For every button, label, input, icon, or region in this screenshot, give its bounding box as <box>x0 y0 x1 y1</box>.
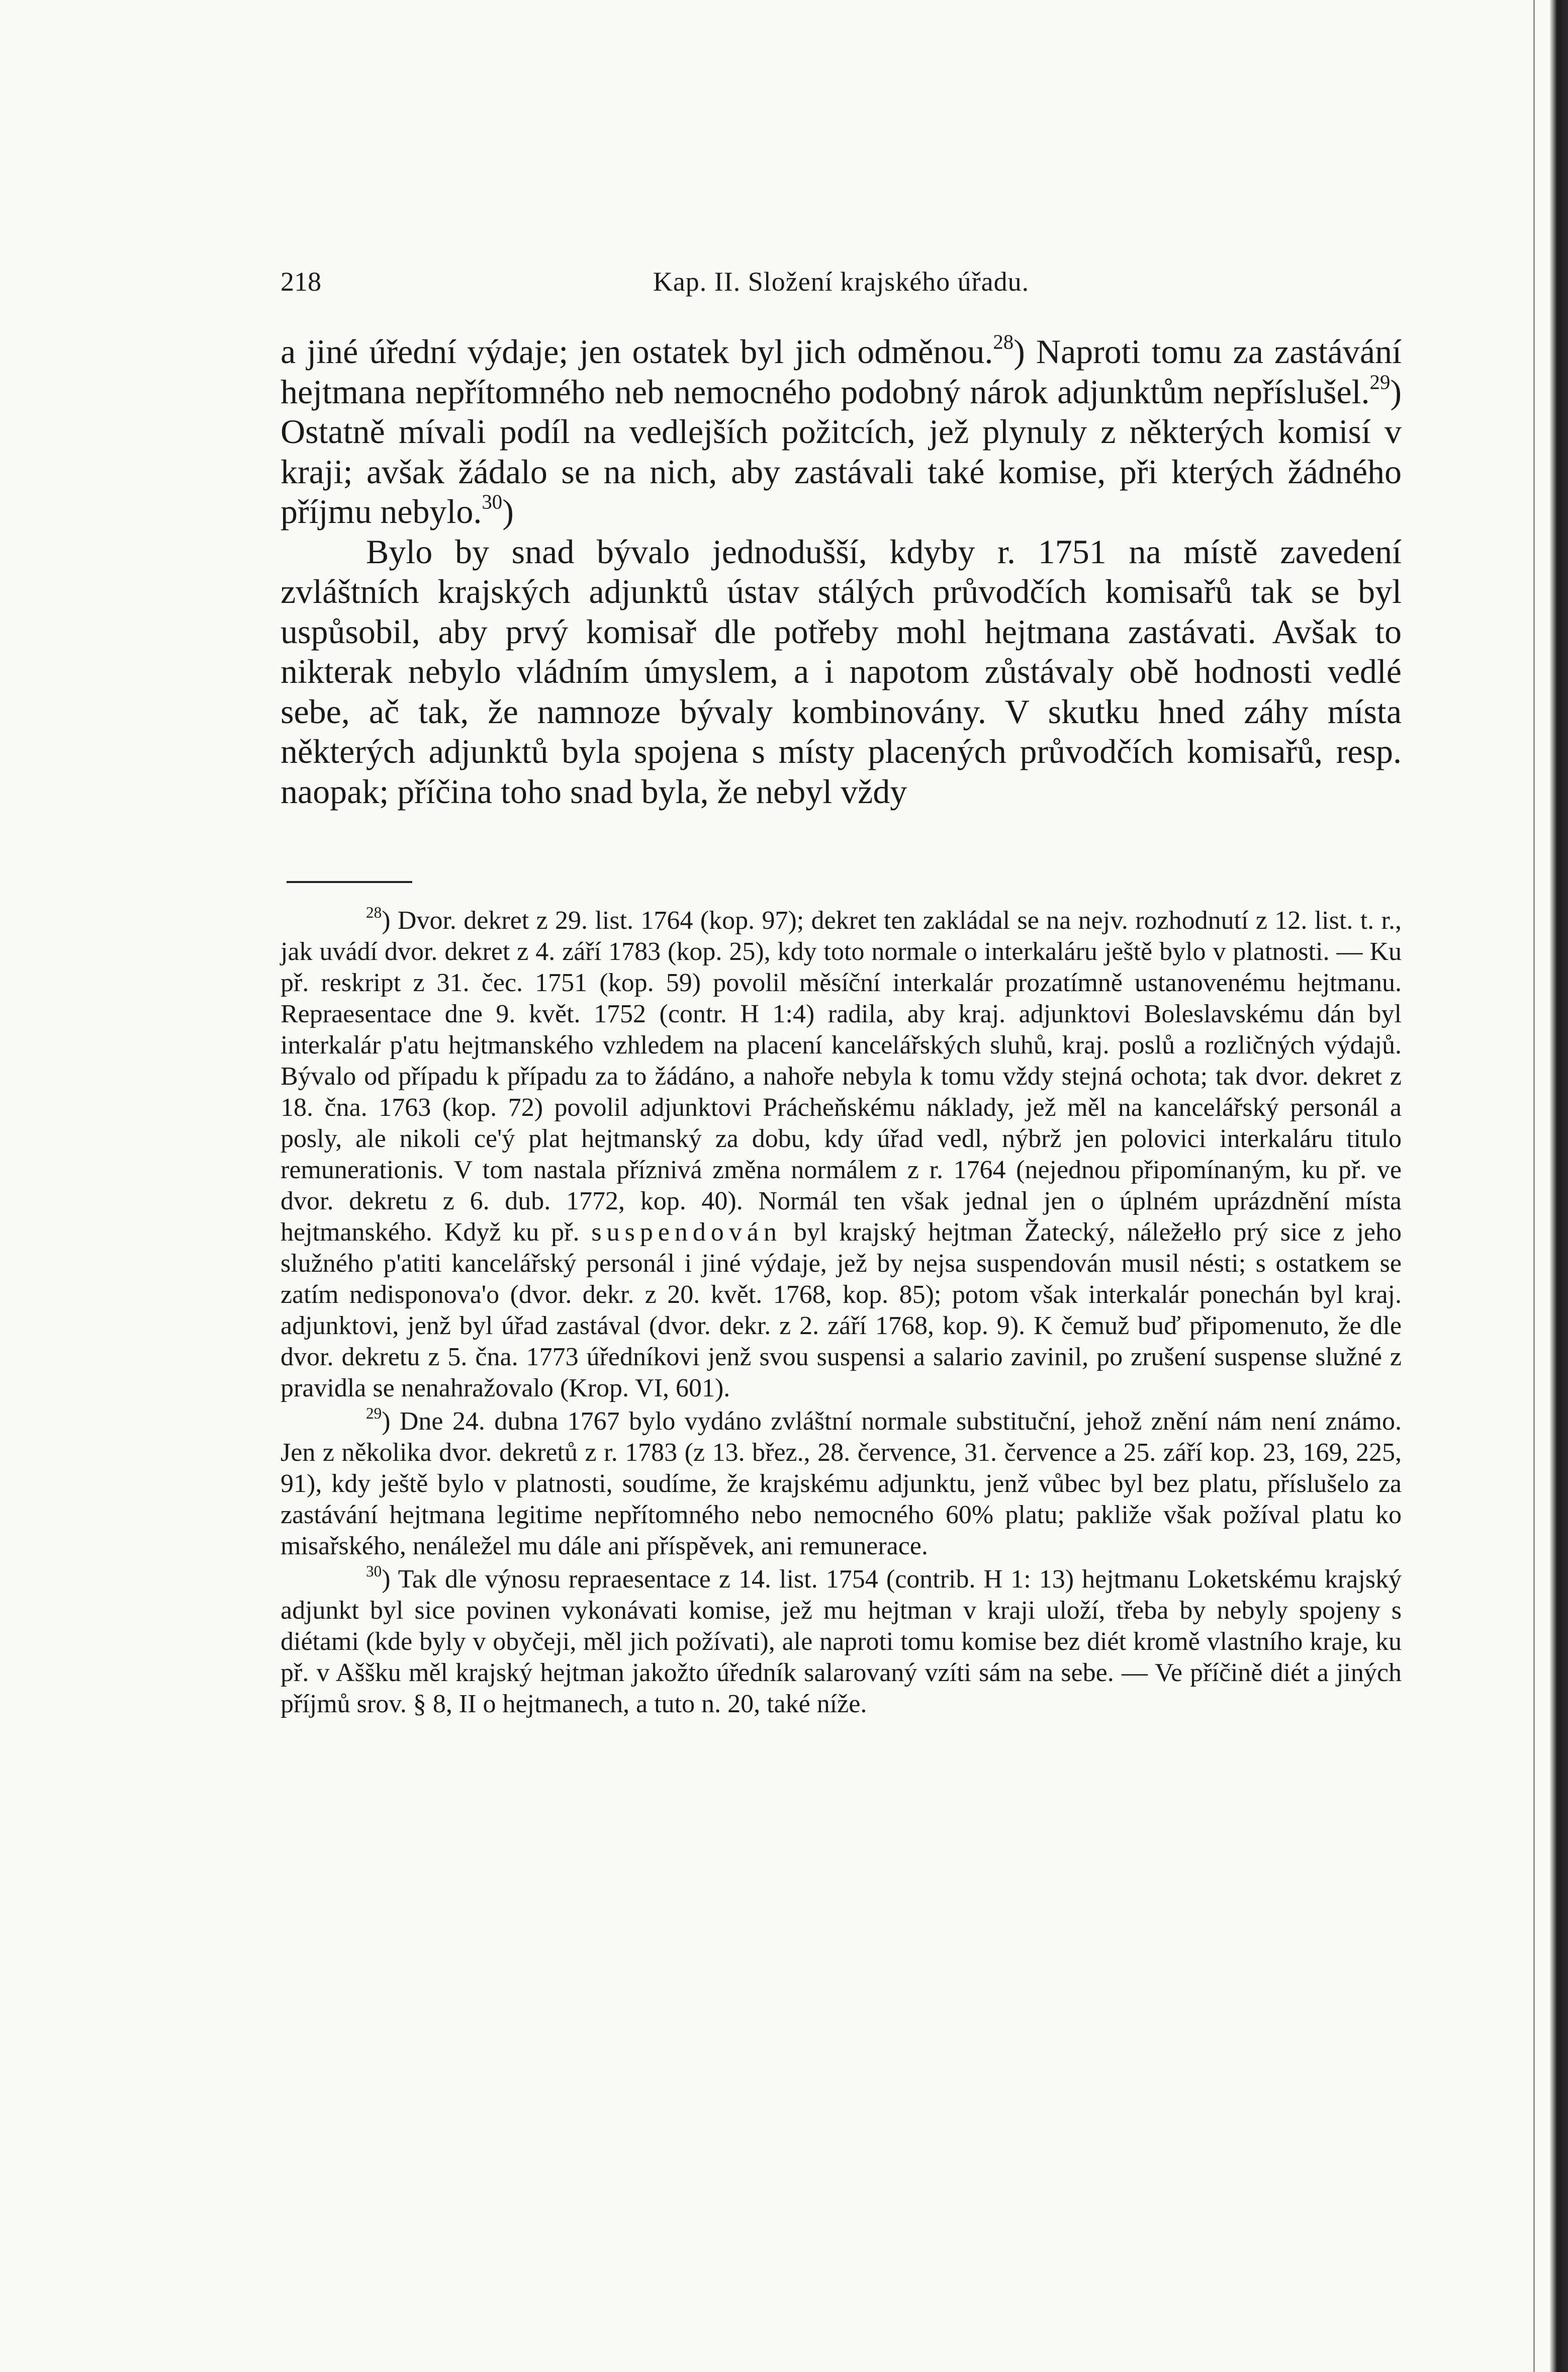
footnote-emphasis: suspendován <box>591 1218 782 1247</box>
page-edge-line <box>1533 0 1535 2372</box>
main-text-segment: ) <box>502 492 514 531</box>
main-paragraph-2: Bylo by snad bývalo jednodušší, kdyby r. 1751 na místě zavedení zvláštních krajských adjunktů ústav stálých průvodčích komisařů tak se byl uspůsobil, aby prvý komisař dle potřeby mohl hejtmana zastávati. Avšak to nikterak nebylo vládním úmyslem, a i napotom zůstávaly obě hodnosti vedlé sebe, ač tak, že namnoze bývaly kombinovány. V skutku hned záhy místa některých adjunktů byla spojena s místy placených průvodčích komisařů, resp. naopak; příčina toho snad byla, že nebyl vždy <box>281 532 1402 811</box>
main-text-segment: a jiné úřední výdaje; jen ostatek byl jich odměnou. <box>281 332 993 371</box>
page-number: 218 <box>281 267 321 297</box>
scan-edge-shadow <box>1550 0 1568 2372</box>
footnote-number: 29 <box>366 1404 382 1423</box>
footnote-number: 28 <box>366 904 382 922</box>
footnote-separator <box>287 881 412 883</box>
main-text <box>281 332 1402 812</box>
footnotes <box>281 905 1402 1720</box>
footnote-29 <box>281 1406 1402 1562</box>
footnote-ref-29[interactable]: 29 <box>1369 370 1391 393</box>
footnote-text: byl krajský hejtman Žatecký, náležełlo prý sice z jeho služného p'atiti kancelářský personál i jiné výdaje, jež by nejsa suspendován musil nésti; s ostatkem se zatím nedisponova'o (dvor. dekr. z 20. květ. 1768, kop. 85); potom však interkalár ponechán byl kraj. adjunktovi, jenž byl úřad zastával (dvor. dekr. z 2. září 1768, kop. 9). K čemuž buď připomenuto, že dle dvor. dekretu z 5. čna. 1773 úředníkovi jenž svou suspensi a salario zavinil, po zrušení suspense služné z pravidla se nenahražovalo (Krop. VI, 601). <box>281 1218 1402 1402</box>
main-text-segment: ) Ostatně mívali podíl na vedlejších požitcích, jež plynuly z některých komisí v kraji; avšak žádalo se na nich, aby zastávali také komise, při kterých žádného příjmu nebylo. <box>281 372 1402 531</box>
footnote-text: ) Tak dle výnosu repraesentace z 14. list. 1754 (contrib. H 1: 13) hejtmanu Loketskému krajský adjunkt byl sice povinen vykonávati komise, jež mu hejtman v kraji uloží, třeba by nebyly spojeny s diétami (kde byly v obyčeji, měl jich požívati), ale naproti tomu komise bez diét kromě vlastního kraje, ku př. v Aššku měl krajský hejtman jakožto úředník salarovaný vzíti sám na sebe. — Ve příčině diét a jiných příjmů srov. § 8, II o hejtmanech, a tuto n. 20, také níže. <box>281 1565 1402 1718</box>
footnote-28 <box>281 905 1402 1404</box>
running-head: Kap. II. Složení krajského úřadu. <box>653 267 1030 297</box>
page-header <box>281 261 1402 302</box>
footnote-text: ) Dne 24. dubna 1767 bylo vydáno zvláštní normale substituční, jehož znění nám není známo. Jen z několika dvor. dekretů z r. 1783 (z 13. břez., 28. července, 31. července a 25. září kop. 23, 169, 225, 91), kdy ještě bylo v platnosti, soudíme, že krajskému adjunktu, jenž vůbec byl bez platu, příslušelo za zastávání hejtmana legitime nepřítomného nebo nemocného 60% platu; pakliže však požíval platu ko misařského, nenáležel mu dále ani příspěvek, ani remunerace. <box>281 1407 1402 1560</box>
footnote-text: ) Dvor. dekret z 29. list. 1764 (kop. 97); dekret ten zakládal se na nejv. rozhodnutí z 12. list. t. r., jak uvádí dvor. dekret z 4. září 1783 (kop. 25), kdy toto normale o interkaláru ještě bylo v platnosti. — Ku př. reskript z 31. čec. 1751 (kop. 59) povolil měsíční interkalár prozatímně ustanovenému hejtmanu. Repraesentace dne 9. květ. 1752 (contr. H 1:4) radila, aby kraj. adjunktovi Boleslavskému dán byl interkalár p'atu hejtmanského vzhledem na placení kancelářských sluhů, kraj. poslů a rozličných výdajů. Bývalo od případu k případu za to žádáno, a nahoře nebyla k tomu vždy stejná ochota; tak dvor. dekret z 18. čna. 1763 (kop. 72) povolil adjunktovi Prácheňskému náklady, jež měl na kancelářský personál a posly, ale nikoli ce'ý plat hejtmanský za dobu, kdy úřad vedl, nýbrž jen polovici interkaláru titulo remunerationis. V tom nastala příznivá změna normálem z r. 1764 (nejednou připomínaným, ku př. ve dvor. dekretu z 6. dub. 1772, kop. 40). Normál ten však jednal jen o úplném uprázdnění místa hejtmanského. Když ku př. <box>281 906 1402 1247</box>
main-text-segment: ) Naproti tomu za zastávání hejtmana nepřítomného neb nemocného podobný nárok adjunktům nepříslušel. <box>281 332 1402 411</box>
footnote-30 <box>281 1564 1402 1720</box>
footnote-ref-28[interactable]: 28 <box>993 330 1014 354</box>
footnote-number: 30 <box>366 1562 382 1580</box>
footnote-ref-30[interactable]: 30 <box>482 490 503 513</box>
main-paragraph-1 <box>281 332 1402 532</box>
